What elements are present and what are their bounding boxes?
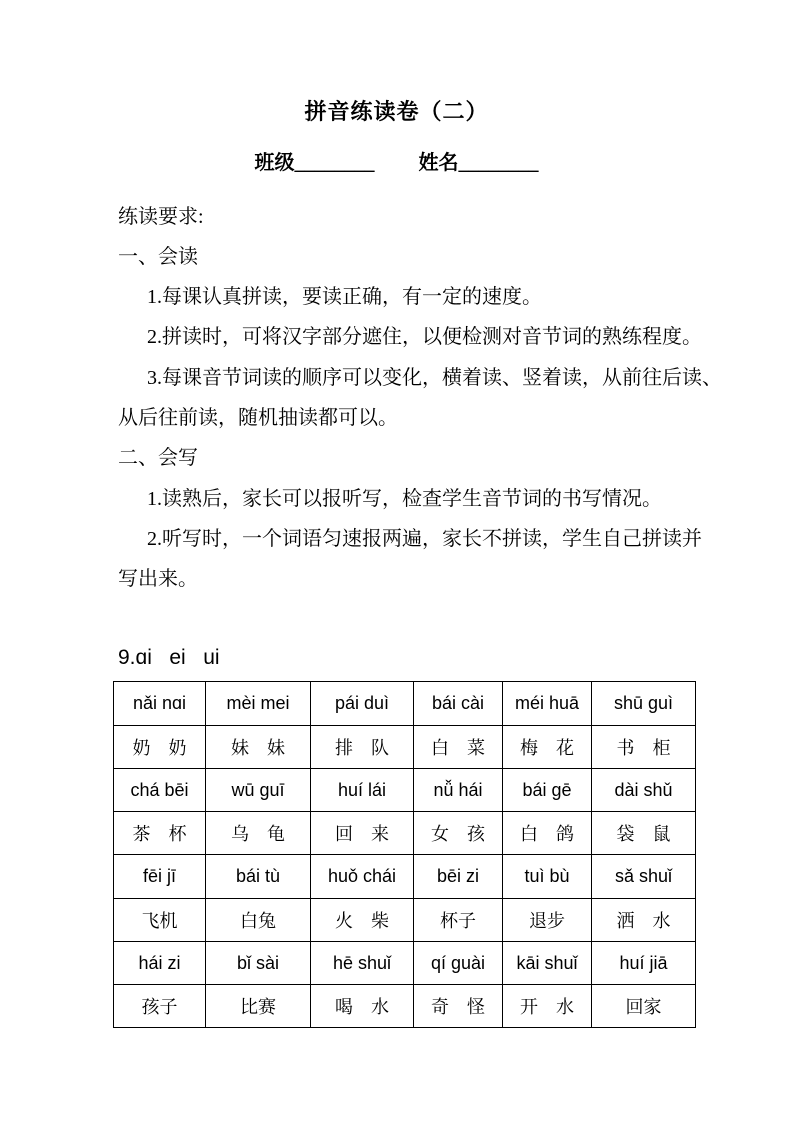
- pinyin-cell: wū guī: [206, 768, 311, 811]
- hanzi-cell: 奶 奶: [114, 725, 206, 768]
- pinyin-cell: qí guài: [414, 941, 503, 984]
- pinyin-cell: fēi jī: [114, 855, 206, 898]
- instruction-line: 3.每课音节词读的顺序可以变化，横着读、竖着读，从前往后读、: [147, 366, 722, 389]
- hanzi-cell: 火 柴: [311, 898, 414, 941]
- exercise-heading: 9.ɑi ei ui: [118, 646, 220, 670]
- pinyin-cell: bái gē: [503, 768, 592, 811]
- name-label: 姓名: [418, 151, 459, 174]
- pinyin-cell: sǎ shuǐ: [592, 855, 696, 898]
- pinyin-cell: nǚ hái: [414, 768, 503, 811]
- hanzi-cell: 飞机: [114, 898, 206, 941]
- pinyin-row: [114, 941, 696, 984]
- hanzi-cell: 梅 花: [503, 725, 592, 768]
- instruction-line: 1.读熟后，家长可以报听写，检查学生音节词的书写情况。: [147, 487, 662, 510]
- pinyin-cell: bái cài: [414, 682, 503, 725]
- hanzi-cell: 回 来: [311, 812, 414, 855]
- pinyin-cell: huí lái: [311, 768, 414, 811]
- hanzi-cell: 袋 鼠: [592, 812, 696, 855]
- hanzi-cell: 白兔: [206, 898, 311, 941]
- hanzi-cell: 书 柜: [592, 725, 696, 768]
- hanzi-row: [114, 898, 696, 941]
- pinyin-cell: mèi mei: [206, 682, 311, 725]
- instruction-line: 二、会写: [118, 447, 198, 470]
- hanzi-cell: 喝 水: [311, 985, 414, 1028]
- hanzi-cell: 回家: [592, 985, 696, 1028]
- instruction-line: 一、会读: [118, 245, 198, 268]
- instruction-line: 2.拼读时，可将汉字部分遮住，以便检测对音节词的熟练程度。: [147, 326, 702, 349]
- hanzi-cell: 女 孩: [414, 812, 503, 855]
- hanzi-cell: 茶 杯: [114, 812, 206, 855]
- hanzi-cell: 开 水: [503, 985, 592, 1028]
- instruction-line: 1.每课认真拼读，要读正确，有一定的速度。: [147, 286, 542, 309]
- hanzi-row: [114, 812, 696, 855]
- hanzi-cell: 退步: [503, 898, 592, 941]
- pinyin-cell: bēi zi: [414, 855, 503, 898]
- pinyin-word-table: [113, 681, 696, 1028]
- class-label: 班级: [254, 151, 295, 174]
- student-info-line: [0, 146, 793, 175]
- pinyin-row: [114, 768, 696, 811]
- hanzi-row: [114, 985, 696, 1028]
- hanzi-cell: 杯子: [414, 898, 503, 941]
- pinyin-cell: nǎi nɑi: [114, 682, 206, 725]
- pinyin-cell: bái tù: [206, 855, 311, 898]
- practice-instructions: [118, 197, 722, 600]
- hanzi-cell: 白 鸽: [503, 812, 592, 855]
- pinyin-cell: pái duì: [311, 682, 414, 725]
- class-blank-line: ________: [294, 151, 375, 174]
- instruction-line: 2.听写时，一个词语匀速报两遍，家长不拼读，学生自己拼读并: [147, 527, 702, 550]
- hanzi-cell: 比赛: [206, 985, 311, 1028]
- hanzi-cell: 奇 怪: [414, 985, 503, 1028]
- pinyin-cell: hái zi: [114, 941, 206, 984]
- hanzi-row: [114, 725, 696, 768]
- pinyin-cell: hē shuǐ: [311, 941, 414, 984]
- pinyin-cell: tuì bù: [503, 855, 592, 898]
- pinyin-cell: bǐ sài: [206, 941, 311, 984]
- page-title: 拼音练读卷（二）: [304, 99, 489, 124]
- pinyin-cell: dài shǔ: [592, 768, 696, 811]
- hanzi-cell: 妹 妹: [206, 725, 311, 768]
- instruction-line: 从后往前读，随机抽读都可以。: [118, 406, 398, 429]
- instruction-line: 写出来。: [118, 568, 198, 591]
- hanzi-cell: 洒 水: [592, 898, 696, 941]
- hanzi-cell: 孩子: [114, 985, 206, 1028]
- hanzi-cell: 排 队: [311, 725, 414, 768]
- hanzi-cell: 乌 龟: [206, 812, 311, 855]
- hanzi-cell: 白 菜: [414, 725, 503, 768]
- pinyin-cell: huǒ chái: [311, 855, 414, 898]
- instruction-line: 练读要求:: [118, 205, 204, 228]
- pinyin-cell: kāi shuǐ: [503, 941, 592, 984]
- pinyin-row: [114, 855, 696, 898]
- pinyin-cell: chá bēi: [114, 768, 206, 811]
- name-blank-line: ________: [458, 151, 539, 174]
- pinyin-cell: shū guì: [592, 682, 696, 725]
- pinyin-row: [114, 682, 696, 725]
- pinyin-cell: huí jiā: [592, 941, 696, 984]
- pinyin-cell: méi huā: [503, 682, 592, 725]
